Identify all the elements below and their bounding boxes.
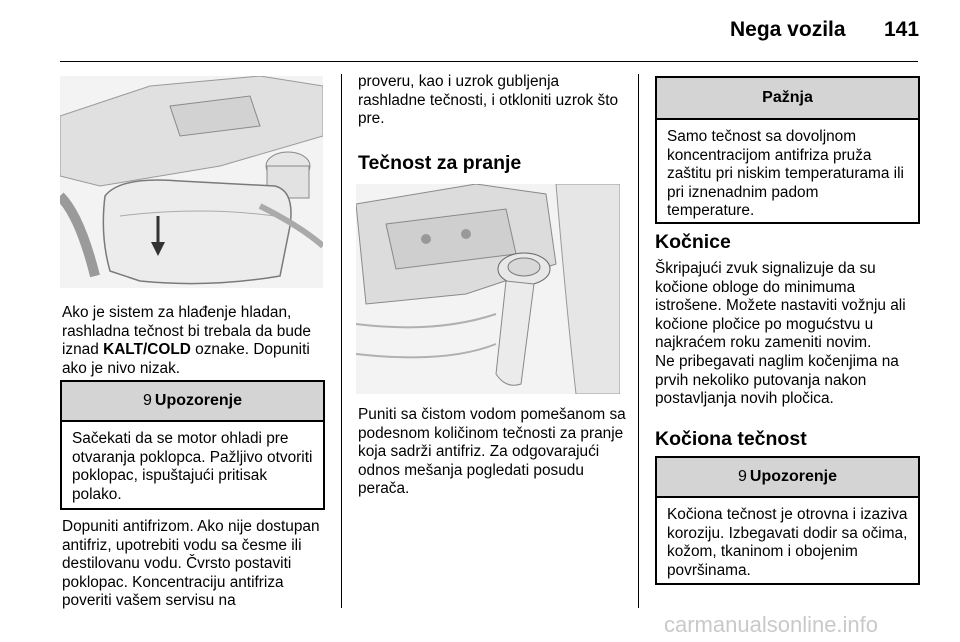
warning-body: Kočiona tečnost je otrovna i izaziva koroziju. Izbegavati dodir sa očima, kožom, tkaninom i obojenim površinama. [667, 506, 908, 579]
caution-box-header [657, 78, 918, 120]
brake-fluid-heading: Kočiona tečnost [655, 428, 807, 450]
brakes-paragraph-2: Ne pribegavati naglim kočenjima na prvih nekoliko putovanja nakon postavljanja novih pločica. [655, 353, 899, 407]
brakes-paragraph-1: Škripajući zvuk signalizuje da su kočione obloge do minimuma istrošene. Možete nastaviti vožnju ali kočione pločice po mogućstvu u najkraćem roku zameniti novim. [655, 260, 906, 351]
warning-box-brake-fluid [655, 456, 920, 585]
page-number: 141 [884, 18, 920, 41]
brakes-heading: Kočnice [655, 231, 731, 253]
header-rule [60, 61, 918, 62]
coolant-text-start: Ako je sistem za hlađenje hladan, rashladna tečnost bi trebala da bude iznad [62, 304, 311, 358]
warning-title: Upozorenje [749, 468, 838, 485]
caution-box [655, 76, 920, 224]
washer-reservoir-illustration [356, 184, 620, 394]
coolant-reservoir-illustration [60, 76, 323, 288]
warning-icon: 9 [737, 468, 747, 485]
warning-box-header [657, 458, 918, 498]
warning-body: Sačekati da se motor ohladi pre otvaranja poklopca. Pažljivo otvoriti poklopac, ispuštajući pritisak polako. [72, 430, 313, 503]
column-divider-left [341, 74, 342, 608]
coolant-continuation-paragraph: proveru, kao i uzrok gubljenja rashladne tečnosti, i otkloniti uzrok što pre. [358, 73, 619, 127]
caution-title: Pažnja [762, 89, 813, 106]
warning-title: Upozorenje [154, 392, 243, 409]
caution-body: Samo tečnost sa dovoljnom koncentracijom antifriza pruža zaštitu pri niskim temperaturama ili pri iznenadnim padom temperature. [667, 128, 904, 219]
column-divider-right [638, 74, 639, 608]
washer-fluid-heading: Tečnost za pranje [358, 152, 522, 174]
coolant-level-paragraph [62, 304, 326, 378]
coolant-text-end: oznake. Dopuniti ako je nivo nizak. [62, 341, 310, 377]
kalt-cold-mark: KALT/COLD [103, 341, 191, 358]
washer-fluid-paragraph: Puniti sa čistom vodom pomešanom sa podesnom količinom tečnosti za pranje koja sadrži antifriz. Za odgovarajući odnos mešanja pogledati posudu perača. [358, 406, 626, 497]
warning-box-coolant [60, 380, 325, 510]
warning-box-header [62, 382, 323, 422]
antifreeze-paragraph: Dopuniti antifrizom. Ako nije dostupan antifriz, upotrebiti vodu sa česme ili destilovanu vodu. Čvrsto postaviti poklopac. Koncentraciju antifriza poveriti vašem servisu na [62, 518, 320, 609]
page-header-title: Nega vozila [730, 18, 846, 41]
warning-icon: 9 [142, 392, 152, 409]
watermark: carmanualsonline.info [664, 612, 879, 637]
